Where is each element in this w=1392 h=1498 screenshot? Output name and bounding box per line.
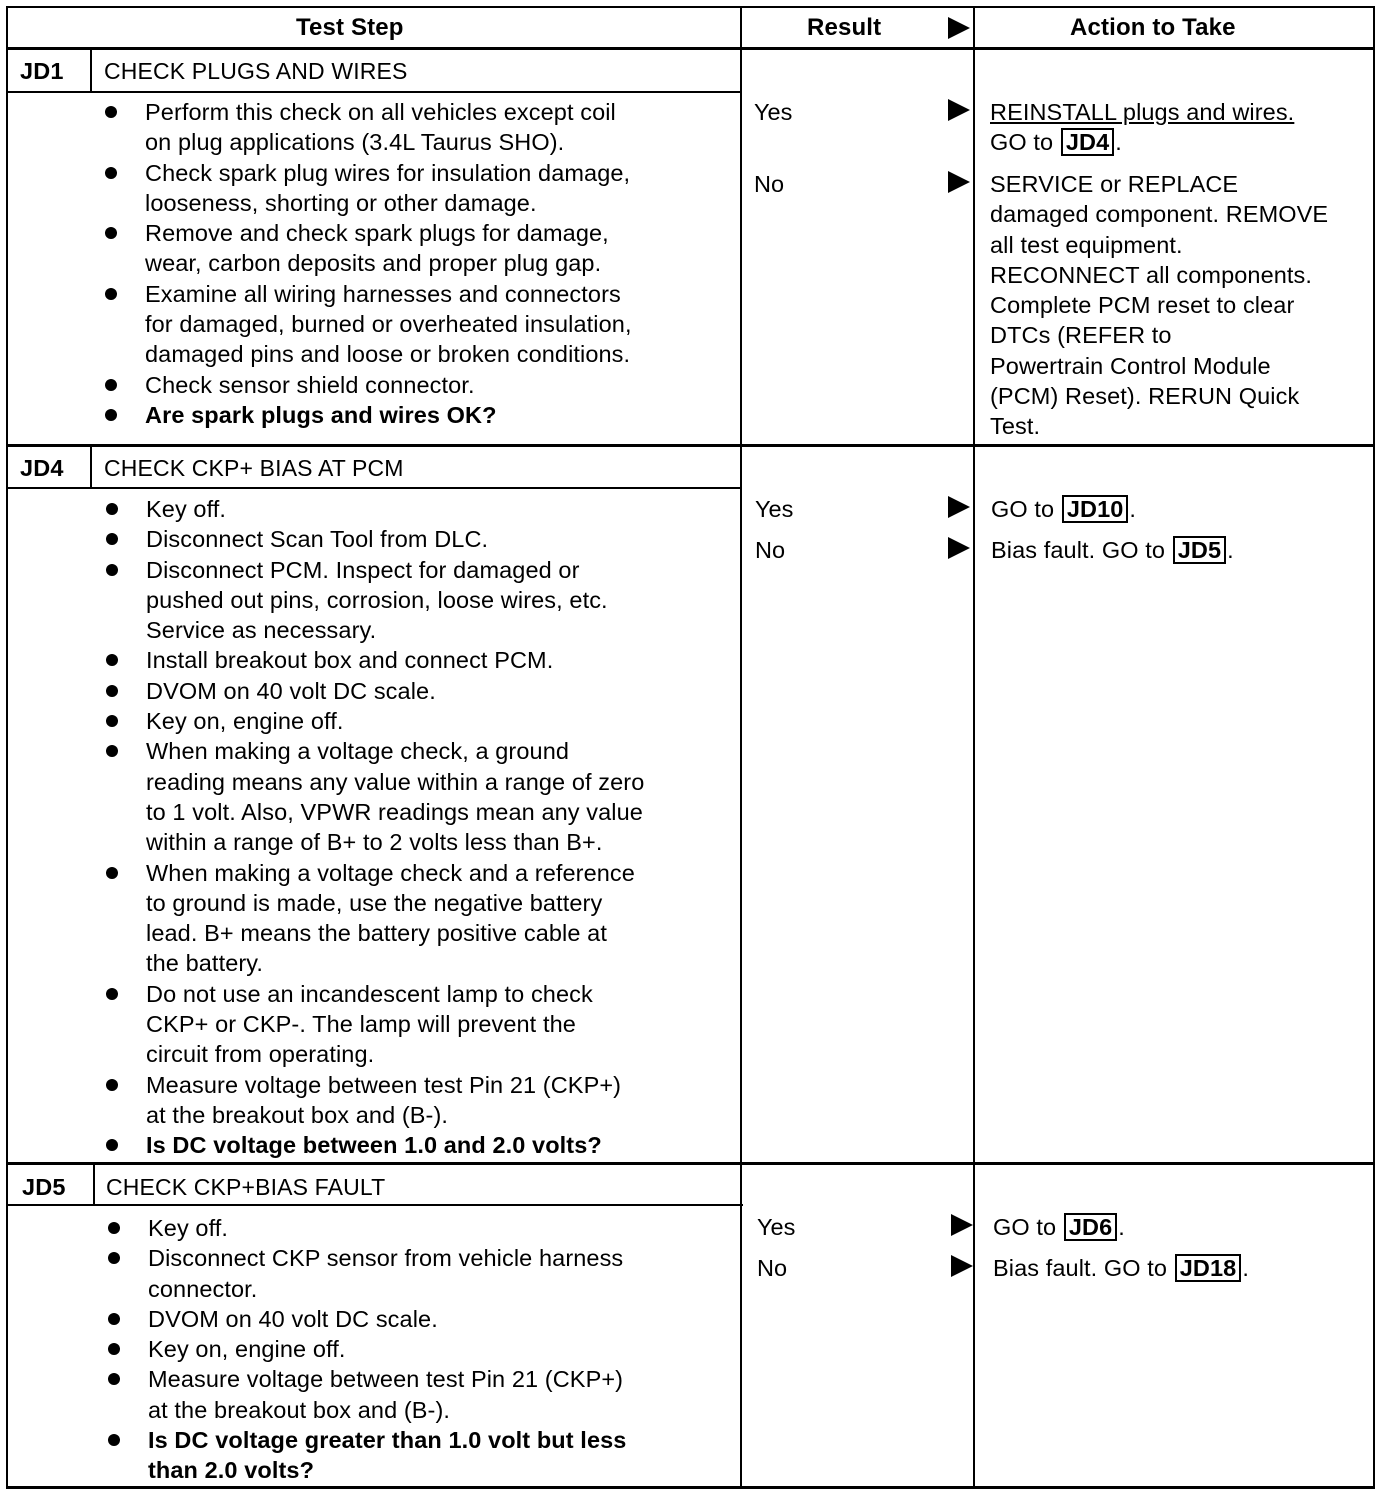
bullet-item-continuation: pushed out pins, corrosion, loose wires, etc. bbox=[146, 586, 608, 613]
bullet-item: When making a voltage check and a reference bbox=[146, 858, 644, 888]
ref-jd4-link[interactable]: JD4 bbox=[1061, 128, 1114, 156]
action-line: all test equipment. bbox=[990, 231, 1183, 258]
action-line: RECONNECT all components. bbox=[990, 261, 1313, 288]
bullet-item: When making a voltage check, a ground bbox=[146, 736, 644, 766]
step-title-jd1: CHECK PLUGS AND WIRES bbox=[104, 58, 408, 84]
bullet-item-continuation: reading means any value within a range of zero bbox=[146, 768, 645, 795]
bullet-dot-icon bbox=[108, 1252, 120, 1264]
bullet-item: Check sensor shield connector. bbox=[145, 370, 632, 400]
row-rule-jd1-jd4 bbox=[6, 444, 1374, 447]
bullet-item: Is DC voltage between 1.0 and 2.0 volts? bbox=[146, 1130, 644, 1160]
bullet-dot-icon bbox=[105, 167, 117, 179]
bullet-item: Check spark plug wires for insulation damage, bbox=[145, 158, 632, 188]
bullet-item-continuation: damaged pins and loose or broken conditions. bbox=[145, 341, 631, 368]
bullet-item: Are spark plugs and wires OK? bbox=[145, 400, 632, 430]
action-jd4-yes: GO to JD10 . bbox=[991, 496, 1137, 522]
arrow-jd4-no-icon bbox=[948, 537, 970, 559]
bullet-dot-icon bbox=[108, 1343, 120, 1355]
arrow-jd5-yes-icon bbox=[951, 1214, 973, 1236]
ref-jd5-link[interactable]: JD5 bbox=[1173, 536, 1226, 564]
step-bullets-jd1 bbox=[145, 97, 632, 430]
bullet-dot-icon bbox=[106, 654, 118, 666]
row-rule-jd4-jd5 bbox=[6, 1162, 1374, 1165]
result-jd5-yes: Yes bbox=[757, 1214, 796, 1240]
bullet-item: Key on, engine off. bbox=[146, 706, 644, 736]
bullet-item: Remove and check spark plugs for damage, bbox=[145, 218, 632, 248]
header-arrow-icon bbox=[948, 17, 970, 39]
step-id-jd1: JD1 bbox=[20, 58, 64, 84]
jd1-title-rule bbox=[6, 91, 741, 93]
arrow-jd1-no-icon bbox=[948, 171, 970, 193]
bullet-dot-icon bbox=[106, 1139, 118, 1151]
action-line: (PCM) Reset). RERUN Quick bbox=[990, 383, 1300, 410]
bullet-item-continuation: circuit from operating. bbox=[146, 1041, 375, 1068]
bullet-dot-icon bbox=[108, 1434, 120, 1446]
step-id-jd5: JD5 bbox=[22, 1174, 66, 1200]
action-jd1-yes bbox=[990, 97, 1294, 158]
bullet-item: DVOM on 40 volt DC scale. bbox=[148, 1304, 626, 1334]
bullet-item-continuation: wear, carbon deposits and proper plug gap. bbox=[145, 250, 602, 277]
bullet-dot-icon bbox=[106, 685, 118, 697]
action-line: Test. bbox=[990, 413, 1041, 440]
result-jd1-yes: Yes bbox=[754, 99, 793, 125]
bullet-dot-icon bbox=[106, 867, 118, 879]
arrow-jd1-yes-icon bbox=[948, 99, 970, 121]
step-title-jd4: CHECK CKP+ BIAS AT PCM bbox=[104, 455, 404, 481]
ref-jd18-link[interactable]: JD18 bbox=[1175, 1254, 1242, 1282]
action-jd1-yes-line2: GO to JD4 . bbox=[990, 129, 1122, 156]
action-line: Complete PCM reset to clear bbox=[990, 292, 1295, 319]
action-jd1-yes-line1: REINSTALL plugs and wires. bbox=[990, 99, 1295, 125]
bullet-item: Examine all wiring harnesses and connectors bbox=[145, 279, 632, 309]
bullet-item-continuation: Service as necessary. bbox=[146, 617, 377, 644]
action-line: DTCs (REFER to bbox=[990, 322, 1172, 349]
bullet-dot-icon bbox=[108, 1373, 120, 1385]
bullet-dot-icon bbox=[105, 106, 117, 118]
jd5-title-rule bbox=[6, 1204, 743, 1206]
bullet-item-continuation: than 2.0 volts? bbox=[148, 1457, 315, 1484]
bullet-item: Measure voltage between test Pin 21 (CKP+) bbox=[146, 1070, 644, 1100]
col-rule-result-action bbox=[973, 6, 975, 1489]
bullet-item-continuation: to 1 volt. Also, VPWR readings mean any value bbox=[146, 798, 643, 825]
bullet-item-continuation: to ground is made, use the negative battery bbox=[146, 889, 603, 916]
bullet-item: Disconnect PCM. Inspect for damaged or bbox=[146, 555, 644, 585]
bullet-item: Disconnect CKP sensor from vehicle harness bbox=[148, 1243, 626, 1273]
bullet-item-continuation: lead. B+ means the battery positive cable at bbox=[146, 920, 607, 947]
jd1-id-rule bbox=[90, 47, 92, 93]
jd5-id-rule bbox=[93, 1162, 95, 1206]
bullet-item-continuation: at the breakout box and (B-). bbox=[148, 1396, 451, 1423]
table-border-bottom bbox=[6, 1486, 1374, 1489]
header-action: Action to Take bbox=[1070, 14, 1236, 41]
bullet-dot-icon bbox=[106, 1079, 118, 1091]
bullet-item: Is DC voltage greater than 1.0 volt but less bbox=[148, 1425, 626, 1455]
header-result: Result bbox=[807, 14, 882, 41]
bullet-dot-icon bbox=[106, 564, 118, 576]
bullet-dot-icon bbox=[106, 533, 118, 545]
bullet-item: Perform this check on all vehicles except coil bbox=[145, 97, 632, 127]
header-test-step: Test Step bbox=[296, 14, 404, 41]
bullet-item-continuation: for damaged, burned or overheated insulation, bbox=[145, 311, 632, 338]
bullet-item: Key on, engine off. bbox=[148, 1334, 626, 1364]
ref-jd10-link[interactable]: JD10 bbox=[1062, 495, 1129, 523]
bullet-item: Key off. bbox=[148, 1213, 626, 1243]
action-line: Powertrain Control Module bbox=[990, 352, 1271, 379]
bullet-item-continuation: on plug applications (3.4L Taurus SHO). bbox=[145, 129, 565, 156]
action-line: SERVICE or REPLACE bbox=[990, 171, 1239, 197]
bullet-dot-icon bbox=[105, 409, 117, 421]
bullet-dot-icon bbox=[105, 288, 117, 300]
bullet-dot-icon bbox=[106, 503, 118, 515]
bullet-item-continuation: looseness, shorting or other damage. bbox=[145, 189, 537, 216]
result-jd4-yes: Yes bbox=[755, 496, 794, 522]
header-rule bbox=[6, 47, 1374, 50]
action-line: damaged component. REMOVE bbox=[990, 201, 1329, 228]
step-title-jd5: CHECK CKP+BIAS FAULT bbox=[106, 1174, 386, 1200]
arrow-jd4-yes-icon bbox=[948, 496, 970, 518]
bullet-dot-icon bbox=[105, 227, 117, 239]
action-jd4-no: Bias fault. GO to JD5 . bbox=[991, 537, 1234, 563]
table-border-left bbox=[6, 6, 8, 1489]
action-jd5-yes: GO to JD6 . bbox=[993, 1214, 1125, 1240]
bullet-dot-icon bbox=[105, 379, 117, 391]
bullet-dot-icon bbox=[106, 715, 118, 727]
bullet-item-continuation: the battery. bbox=[146, 950, 264, 977]
step-id-jd4: JD4 bbox=[20, 455, 64, 481]
bullet-item-continuation: at the breakout box and (B-). bbox=[146, 1101, 449, 1128]
bullet-item-continuation: CKP+ or CKP-. The lamp will prevent the bbox=[146, 1011, 576, 1038]
result-jd4-no: No bbox=[755, 537, 786, 563]
result-jd5-no: No bbox=[757, 1255, 788, 1281]
bullet-dot-icon bbox=[108, 1313, 120, 1325]
ref-jd6-link[interactable]: JD6 bbox=[1064, 1213, 1117, 1241]
bullet-item-continuation: within a range of B+ to 2 volts less than B+. bbox=[146, 829, 603, 856]
result-jd1-no: No bbox=[754, 171, 785, 197]
bullet-dot-icon bbox=[106, 745, 118, 757]
jd4-title-rule bbox=[6, 487, 741, 489]
jd4-id-rule bbox=[90, 444, 92, 489]
bullet-item: Disconnect Scan Tool from DLC. bbox=[146, 524, 644, 554]
table-border-top bbox=[6, 6, 1374, 8]
arrow-jd5-no-icon bbox=[951, 1255, 973, 1277]
bullet-item: Key off. bbox=[146, 494, 644, 524]
action-jd5-no: Bias fault. GO to JD18 . bbox=[993, 1255, 1249, 1281]
bullet-item-continuation: connector. bbox=[148, 1275, 258, 1302]
bullet-item: Do not use an incandescent lamp to check bbox=[146, 979, 644, 1009]
col-rule-test-result bbox=[740, 6, 742, 1489]
table-border-right bbox=[1373, 6, 1375, 1489]
action-jd1-no bbox=[990, 169, 1328, 442]
step-bullets-jd4 bbox=[146, 494, 644, 1161]
bullet-dot-icon bbox=[106, 988, 118, 1000]
bullet-item: Measure voltage between test Pin 21 (CKP+) bbox=[148, 1364, 626, 1394]
bullet-item: Install breakout box and connect PCM. bbox=[146, 645, 644, 675]
bullet-dot-icon bbox=[108, 1222, 120, 1234]
step-bullets-jd5 bbox=[148, 1213, 626, 1486]
bullet-item: DVOM on 40 volt DC scale. bbox=[146, 676, 644, 706]
